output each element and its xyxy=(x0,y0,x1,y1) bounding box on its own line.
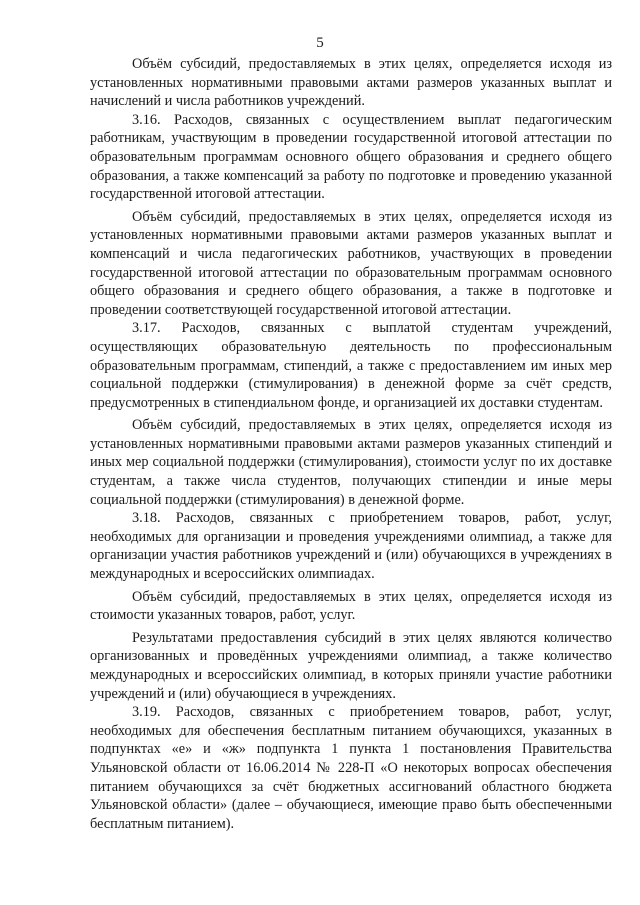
paragraph: Объём субсидий, предоставляемых в этих целях, определяется исходя из установленных нормативными правовыми актами размеров указанных стипендий и иных мер социальной поддержки (стимулирования), стоимости услуг по их доставке студентам, а также числа студентов, получающих стипендии и иные меры социальной поддержки (стимулирования) в денежной форме. xyxy=(90,417,612,508)
paragraph: Объём субсидий, предоставляемых в этих целях, определяется исходя из стоимости указанных товаров, работ, услуг. xyxy=(90,588,612,624)
paragraph-section-3-18: 3.18. Расходов, связанных с приобретением товаров, работ, услуг, необходимых для организации и проведения учреждениями олимпиад, а также для организации участия работников учреждений и (или) обучающихся в учреждениях в международных и всероссийских олимпиадах. xyxy=(90,510,612,583)
paragraph: Объём субсидий, предоставляемых в этих целях, определяется исходя из установленных нормативными правовыми актами размеров указанных выплат и компенсаций и числа педагогических работников, участвующих в проведении государственной итоговой аттестации по образовательным программам основного общего образования и среднего общего образования, а также в подготовке и проведении соответствующей государственной итоговой аттестации. xyxy=(90,208,612,318)
paragraph-section-3-17: 3.17. Расходов, связанных с выплатой студентам учреждений, осуществляющих образовательную деятельность по профессиональным образовательным программам, стипендий, а также с предоставлением им иных мер социальной поддержки (стимулирования) в денежной форме за счёт средств, предусмотренных в стипендиальном фонде, и организацией их доставки студентам. xyxy=(90,320,612,411)
paragraph: Результатами предоставления субсидий в этих целях являются количество организованных и проведённых учреждениями олимпиад, а также количество международных и всероссийских олимпиад, в которых приняли участие работники учреждений и (или) обучающиеся в учреждениях. xyxy=(90,629,612,702)
paragraph-section-3-16: 3.16. Расходов, связанных с осуществлением выплат педагогическим работникам, участвующим в проведении государственной итоговой аттестации по образовательным программам основного общего образования и среднего общего образования, а также компенсаций за работу по подготовке и проведению указанной государственной итоговой аттестации. xyxy=(90,111,612,203)
document-body xyxy=(90,55,612,833)
page-number: 5 xyxy=(316,35,324,51)
paragraph-section-3-19: 3.19. Расходов, связанных с приобретением товаров, работ, услуг, необходимых для обеспечения бесплатным питанием обучающихся, указанных в подпунктах «е» и «ж» подпункта 1 пункта 1 постановления Правительства Ульяновской области от 16.06.2014 № 228-П «О некоторых вопросах обеспечения питанием обучающихся за счёт бюджетных ассигнований областного бюджета Ульяновской области» (далее – обучающиеся, имеющие право быть обеспеченными бесплатным питанием). xyxy=(90,704,612,832)
paragraph: Объём субсидий, предоставляемых в этих целях, определяется исходя из установленных нормативными правовыми актами размеров указанных выплат и начислений и числа работников учреждений. xyxy=(90,56,612,110)
